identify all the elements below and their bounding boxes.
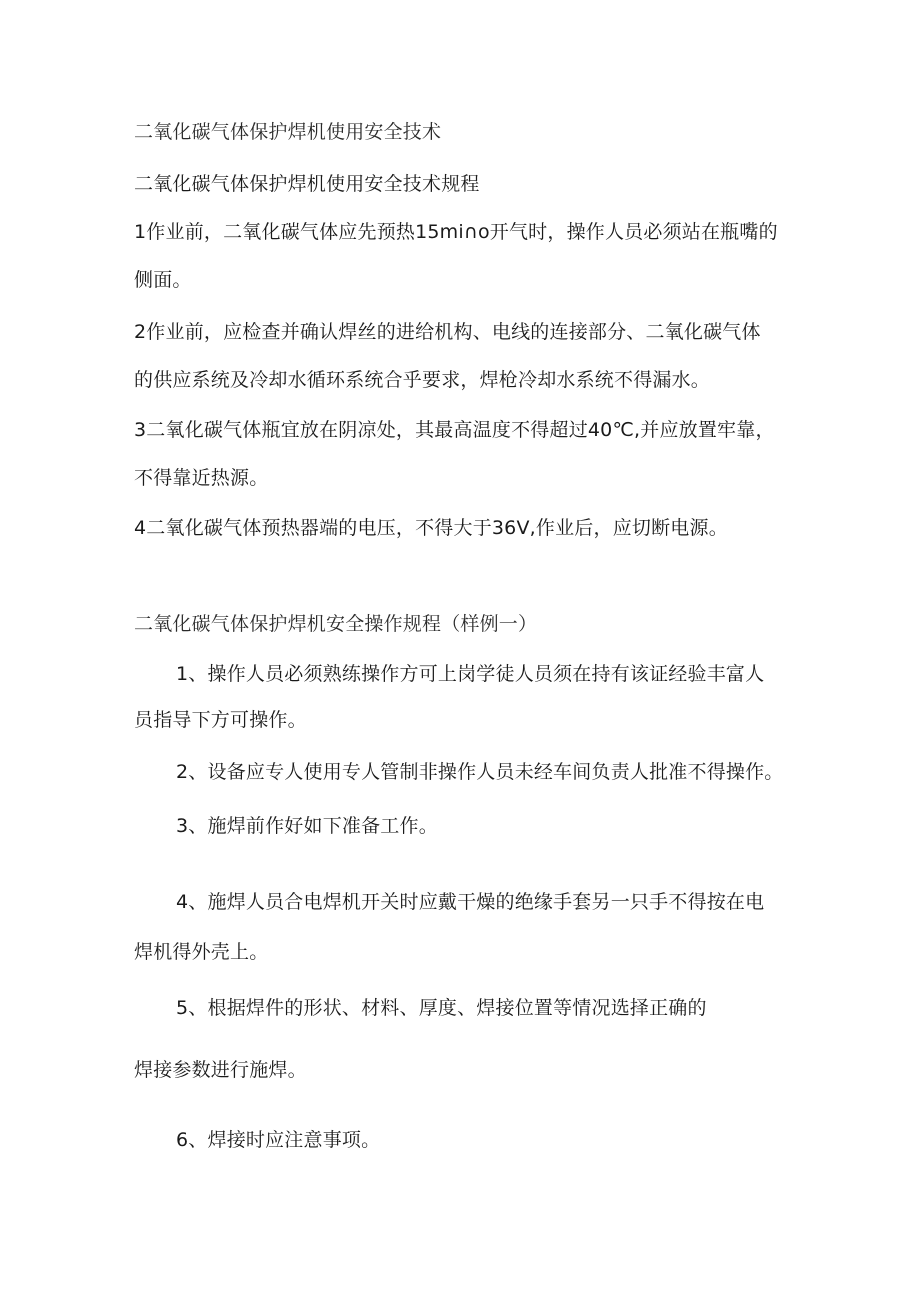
section2-item-1-line-1: 1、操作人员必须熟练操作方可上岗学徒人员须在持有该证经验丰富人 — [176, 663, 765, 685]
rule-1-line-2: 侧面。 — [134, 269, 192, 291]
rule-3-line-1: 3二氧化碳气体瓶宜放在阴凉处，其最高温度不得超过40℃,并应放置牢靠， — [134, 419, 775, 441]
rule-4-line-1: 4二氧化碳气体预热器端的电压，不得大于36V,作业后，应切断电源。 — [134, 517, 728, 539]
section2-item-6-line-1: 6、焊接时应注意事项。 — [176, 1129, 381, 1151]
section2-item-1-line-2: 员指导下方可操作。 — [134, 709, 307, 731]
rule-2-line-2: 的供应系统及冷却水循环系统合乎要求，焊枪冷却水系统不得漏水。 — [134, 369, 711, 391]
section2-item-3-line-1: 3、施焊前作好如下准备工作。 — [176, 815, 438, 837]
section2-item-5-line-1: 5、根据焊件的形状、材料、厚度、焊接位置等情况选择正确的 — [176, 997, 707, 1019]
section2-item-4-line-1: 4、施焊人员合电焊机开关时应戴干燥的绝缘手套另一只手不得按在电 — [176, 891, 765, 913]
section2-item-5-line-2: 焊接参数进行施焊。 — [134, 1059, 307, 1081]
section2-item-2-line-1: 2、设备应专人使用专人管制非操作人员未经车间负责人批准不得操作。 — [176, 761, 784, 783]
document-subtitle: 二氧化碳气体保护焊机使用安全技术规程 — [134, 173, 480, 195]
section2-title: 二氧化碳气体保护焊机安全操作规程（样例一） — [134, 613, 538, 635]
section2-item-4-line-2: 焊机得外壳上。 — [134, 941, 269, 963]
rule-2-line-1: 2作业前，应检查并确认焊丝的进给机构、电线的连接部分、二氧化碳气体 — [134, 321, 761, 343]
rule-3-line-2: 不得靠近热源。 — [134, 467, 269, 489]
document-title: 二氧化碳气体保护焊机使用安全技术 — [134, 121, 442, 143]
rule-1-line-1: 1作业前，二氧化碳气体应先预热15mi∩o开气时，操作人员必须站在瓶嘴的 — [134, 221, 778, 243]
